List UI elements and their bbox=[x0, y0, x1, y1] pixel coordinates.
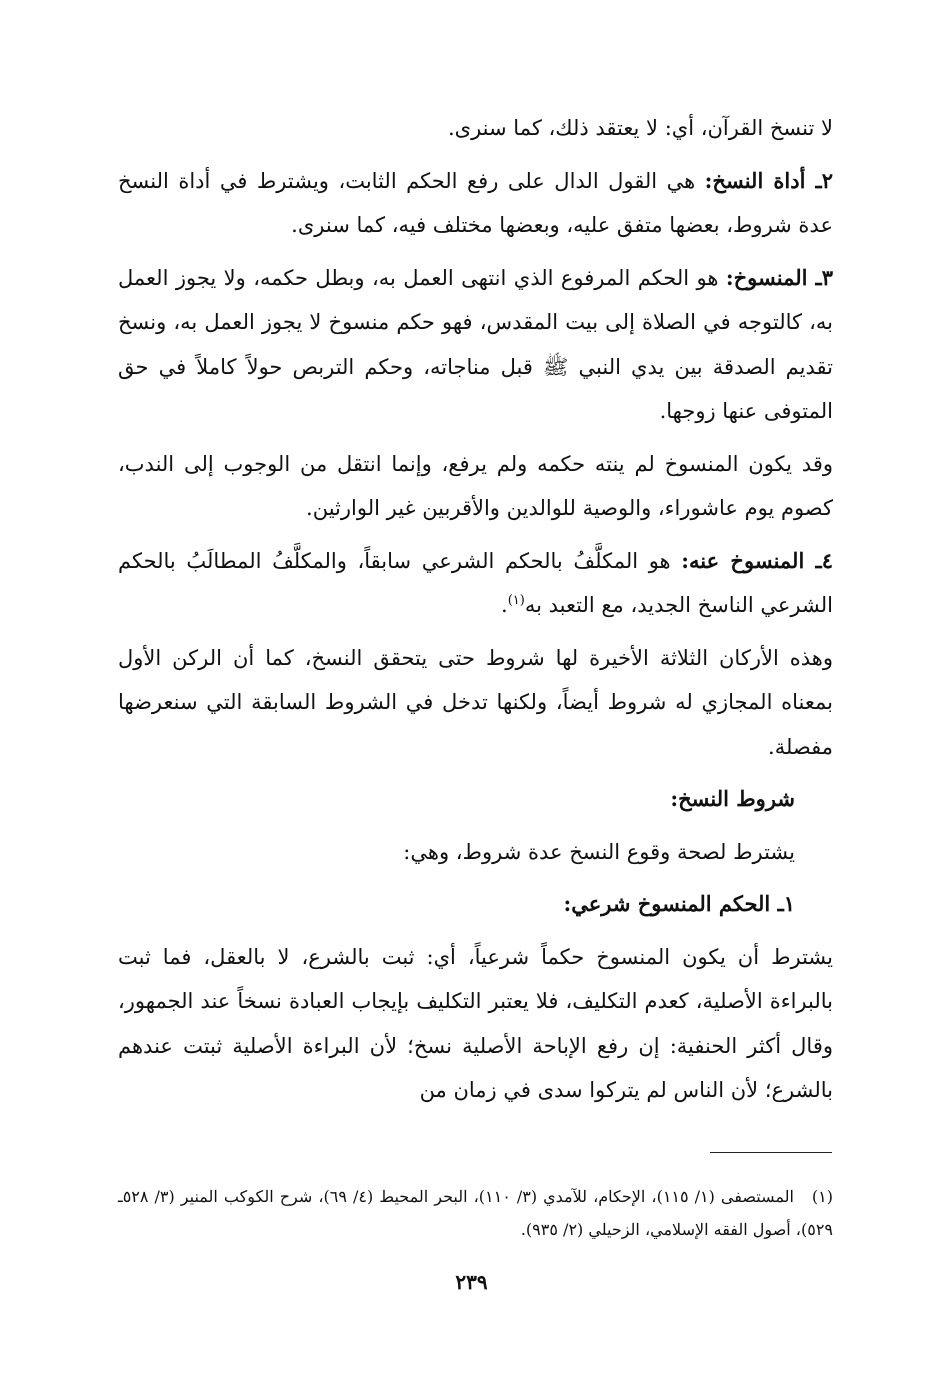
paragraph-7: يشترط لصحة وقوع النسخ عدة شروط، وهي: bbox=[403, 839, 795, 864]
footnote bbox=[118, 1180, 833, 1246]
footnote-number: (١) bbox=[811, 1187, 834, 1206]
paragraph-4: وقد يكون المنسوخ لم ينته حكمه ولم يرفع، وإنما انتقل من الوجوب إلى الندب، كصوم يوم عاشوراء، والوصية للوالدين والأقربين غير الوارثين. bbox=[118, 451, 833, 520]
paragraph-5-lead: ٤ـ المنسوخ عنه: bbox=[681, 547, 833, 573]
paragraph-3-lead: ٣ـ المنسوخ: bbox=[725, 264, 833, 290]
paragraph-3-text: هو الحكم المرفوع الذي انتهى العمل به، وبطل حكمه، ولا يجوز العمل به، كالتوجه في الصلاة إلى بيت المقدس، فهو حكم منسوخ لا يجوز العمل به، ونسخ تقديم الصدقة بين يدي النبي ﷺ قبل مناجاته، وحكم التربص حولاً كاملاً في حق المتوفى عنها زوجها. bbox=[118, 265, 833, 423]
paragraph-8: يشترط أن يكون المنسوخ حكماً شرعياً، أي: ثبت بالشرع، لا بالعقل، فما ثبت بالبراءة الأصلية، كعدم التكليف، فلا يعتبر التكليف بإيجاب العبادة نسخاً عند الجمهور، وقال أكثر الحنفية: إن رفع الإباحة الأصلية نسخ؛ لأن البراءة الأصلية ثبتت عندهم بالشرع؛ لأن الناس لم يتركوا سدى في زمان من bbox=[118, 944, 833, 1102]
paragraph-5-text: هو المكلَّفُ بالحكم الشرعي سابقاً، والمكلَّفُ المطالَبُ بالحكم الشرعي الناسخ الجديد، مع التعبد به bbox=[118, 548, 833, 617]
paragraph-5 bbox=[118, 539, 833, 628]
paragraph-1: لا تنسخ القرآن، أي: لا يعتقد ذلك، كما سنرى. bbox=[447, 116, 833, 140]
page-number: ٢٣٩ bbox=[455, 1270, 488, 1294]
footnote-divider bbox=[710, 1152, 832, 1153]
footnote-text: المستصفى (١/ ١١٥)، الإحكام، للآمدي (٣/ ١١٠)، البحر المحيط (٤/ ٦٩)، شرح الكوكب المنير (٣/ ٥٢٨ـ ٥٢٩)، أصول الفقه الإسلامي، الزحيلي (٢/ ٩٣٥). bbox=[118, 1187, 833, 1239]
page-body bbox=[118, 106, 833, 1121]
paragraph-5-end: . bbox=[501, 593, 508, 617]
paragraph-2-lead: ٢ـ أداة النسخ: bbox=[704, 167, 833, 193]
paragraph-2 bbox=[118, 159, 833, 248]
paragraph-2-text: هي القول الدال على رفع الحكم الثابت، ويشترط في أداة النسخ عدة شروط، بعضها متفق عليه، وبعضها مختلف فيه، كما سنرى. bbox=[118, 168, 833, 237]
subheading-condition-1: ١ـ الحكم المنسوخ شرعي: bbox=[563, 891, 795, 916]
footnote-reference: (١) bbox=[507, 593, 525, 608]
paragraph-6: وهذه الأركان الثلاثة الأخيرة لها شروط حتى يتحقق النسخ، كما أن الركن الأول بمعناه المجازي له شروط أيضاً، ولكنها تدخل في الشروط السابقة التي سنعرضها مفصلة. bbox=[118, 645, 833, 759]
paragraph-3 bbox=[118, 256, 833, 434]
section-heading-conditions: شروط النسخ: bbox=[670, 786, 795, 811]
